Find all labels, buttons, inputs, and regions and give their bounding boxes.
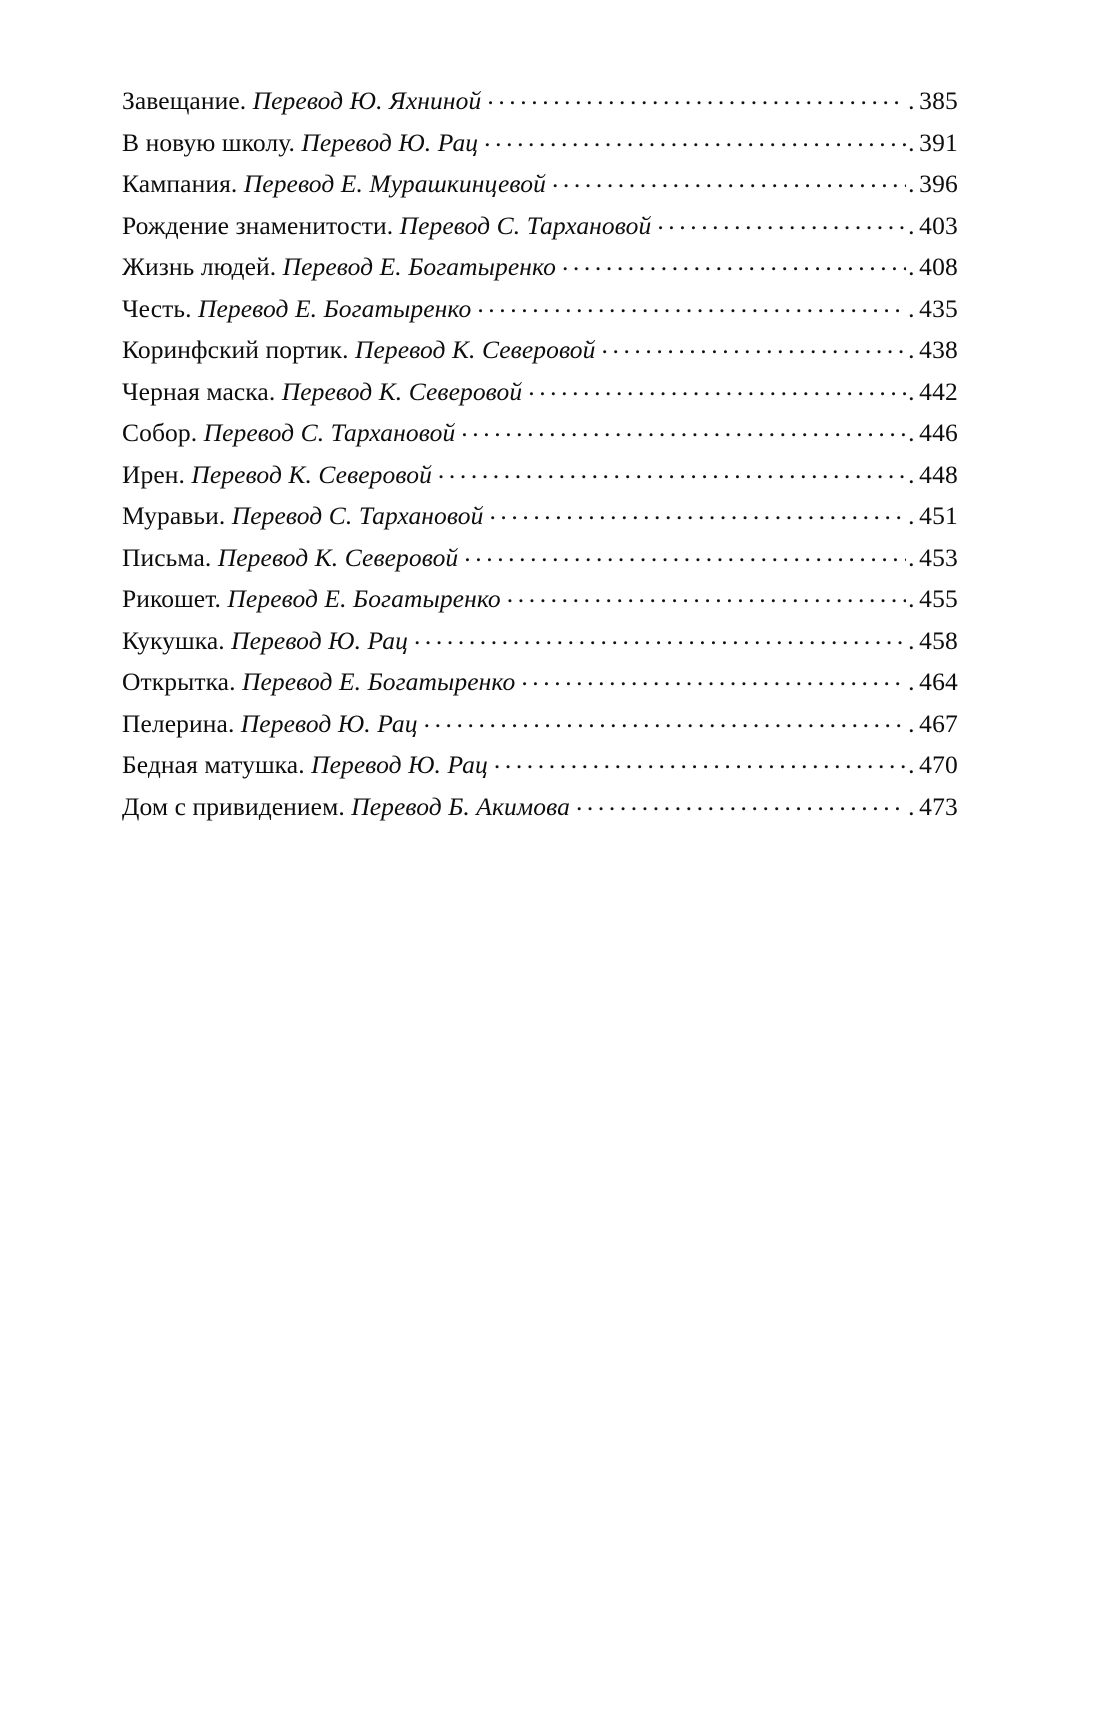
- toc-entry-page-number: . 451: [908, 495, 958, 537]
- toc-entry-page-number: . 403: [908, 205, 958, 247]
- toc-entry[interactable]: [122, 454, 958, 496]
- toc-entry-translator: Перевод Ю. Рац: [240, 708, 418, 738]
- toc-entry[interactable]: [122, 786, 958, 828]
- toc-entry-title: Ирен.: [122, 459, 186, 489]
- toc-entry-page-number: . 467: [908, 703, 958, 745]
- toc-entry-translator: Перевод Ю. Рац: [311, 750, 488, 779]
- toc-entry-page-number: . 464: [908, 661, 958, 703]
- toc-entry[interactable]: [122, 537, 958, 579]
- dot-leader: [461, 416, 906, 442]
- toc-entry-text: [122, 744, 488, 786]
- toc-entry-page-number: . 453: [908, 537, 958, 579]
- toc-entry-title: Черная маска.: [122, 376, 276, 406]
- toc-entry[interactable]: [122, 661, 958, 703]
- toc-entry-title: Бедная матушка.: [122, 750, 305, 779]
- toc-entry[interactable]: [122, 703, 958, 745]
- toc-entry-title: Пелерина.: [122, 708, 235, 738]
- toc-entry-page-number: . 396: [908, 163, 958, 205]
- toc-entry-title: Кукушка.: [122, 625, 225, 655]
- toc-entry-page-number: . 442: [908, 371, 958, 413]
- toc-entry-page-number: . 455: [908, 578, 958, 620]
- toc-entry-translator: Перевод Е. Богатыренко: [241, 667, 516, 696]
- toc-entry-title: Кампания.: [122, 169, 238, 198]
- toc-entry-title: Дом с привидением.: [122, 791, 345, 821]
- toc-entry-title: Открытка.: [122, 667, 236, 696]
- toc-entry-title: Рождение знаменитости.: [122, 210, 394, 240]
- toc-entry[interactable]: [122, 371, 958, 413]
- dot-leader: [464, 540, 906, 566]
- dot-leader: [424, 706, 907, 732]
- toc-entry-page-number: . 446: [908, 412, 958, 454]
- toc-entry-translator: Перевод С. Тархановой: [231, 501, 484, 530]
- toc-entry-text: [122, 329, 596, 371]
- toc-entry-page-number: . 391: [908, 122, 958, 164]
- toc-entry-translator: Перевод Е. Богатыренко: [197, 293, 472, 323]
- toc-entry[interactable]: [122, 122, 958, 164]
- dot-leader: [528, 374, 906, 400]
- toc-entry[interactable]: [122, 288, 958, 330]
- toc-entry-page-number: . 448: [908, 454, 958, 496]
- toc-entry-translator: Перевод Ю. Рац: [231, 625, 408, 655]
- toc-entry-translator: Перевод Ю. Яхниной: [252, 86, 482, 115]
- toc-entry-text: [122, 620, 408, 662]
- toc-entry-page-number: . 438: [908, 329, 958, 371]
- dot-leader: [489, 499, 906, 525]
- dot-leader: [521, 665, 906, 691]
- toc-entry-page-number: . 435: [908, 288, 958, 330]
- dot-leader: [438, 457, 906, 483]
- toc-entry-title: Муравьи.: [122, 501, 226, 530]
- toc-entry-page-number: . 385: [908, 80, 958, 122]
- toc-entry-translator: Перевод С. Тархановой: [203, 418, 456, 447]
- toc-entry[interactable]: [122, 329, 958, 371]
- table-of-contents-list: [122, 80, 958, 827]
- dot-leader: [494, 748, 906, 774]
- toc-entry-translator: Перевод С. Тархановой: [399, 210, 652, 240]
- toc-entry-page-number: . 408: [908, 246, 958, 288]
- toc-entry-text: [122, 537, 458, 579]
- toc-entry-title: В новую школу.: [122, 127, 295, 157]
- dot-leader: [507, 582, 906, 608]
- toc-entry-title: Коринфский портик.: [122, 335, 349, 364]
- toc-entry-text: [122, 371, 522, 413]
- toc-entry-title: Письма.: [122, 542, 212, 572]
- toc-entry-text: [122, 288, 471, 330]
- dot-leader: [576, 789, 906, 815]
- toc-entry-page-number: . 470: [908, 744, 958, 786]
- dot-leader: [552, 167, 906, 193]
- toc-entry-translator: Перевод К. Северовой: [191, 459, 432, 489]
- toc-entry-text: [122, 661, 515, 703]
- toc-entry-text: [122, 80, 481, 122]
- toc-entry-title: Завещание.: [122, 86, 247, 115]
- toc-entry-translator: Перевод Е. Богатыренко: [227, 584, 501, 613]
- toc-entry[interactable]: [122, 163, 958, 205]
- toc-entry[interactable]: [122, 495, 958, 537]
- toc-entry-title: Жизнь людей.: [122, 252, 277, 281]
- toc-entry-text: [122, 205, 651, 247]
- toc-entry-translator: Перевод К. Северовой: [281, 376, 523, 406]
- dot-leader: [414, 623, 906, 649]
- toc-entry-text: [122, 495, 483, 537]
- dot-leader: [484, 125, 906, 151]
- dot-leader: [562, 250, 906, 276]
- dot-leader: [602, 333, 907, 359]
- toc-entry[interactable]: [122, 578, 958, 620]
- toc-entry[interactable]: [122, 205, 958, 247]
- toc-entry-title: Собор.: [122, 418, 198, 447]
- toc-entry-page-number: . 458: [908, 620, 958, 662]
- toc-entry-translator: Перевод Е. Богатыренко: [282, 252, 556, 281]
- toc-entry-text: [122, 163, 546, 205]
- toc-entry-text: [122, 454, 432, 496]
- dot-leader: [477, 291, 906, 317]
- toc-entry-title: Рикошет.: [122, 584, 222, 613]
- dot-leader: [487, 84, 906, 110]
- toc-entry-translator: Перевод Б. Акимова: [351, 791, 570, 821]
- toc-entry-translator: Перевод Ю. Рац: [301, 127, 479, 157]
- toc-entry-text: [122, 122, 478, 164]
- toc-entry[interactable]: [122, 246, 958, 288]
- toc-entry-text: [122, 786, 570, 828]
- toc-entry-translator: Перевод К. Северовой: [354, 335, 596, 364]
- toc-entry-text: [122, 412, 455, 454]
- toc-entry-title: Честь.: [122, 293, 192, 323]
- toc-entry-text: [122, 246, 556, 288]
- toc-entry[interactable]: [122, 620, 958, 662]
- dot-leader: [657, 208, 906, 234]
- toc-entry-translator: Перевод Е. Мурашкинцевой: [243, 169, 546, 198]
- toc-entry-translator: Перевод К. Северовой: [217, 542, 459, 572]
- toc-entry-text: [122, 703, 418, 745]
- toc-entry[interactable]: [122, 744, 958, 786]
- toc-entry[interactable]: [122, 412, 958, 454]
- toc-entry[interactable]: [122, 80, 958, 122]
- toc-entry-page-number: . 473: [908, 786, 958, 828]
- toc-entry-text: [122, 578, 501, 620]
